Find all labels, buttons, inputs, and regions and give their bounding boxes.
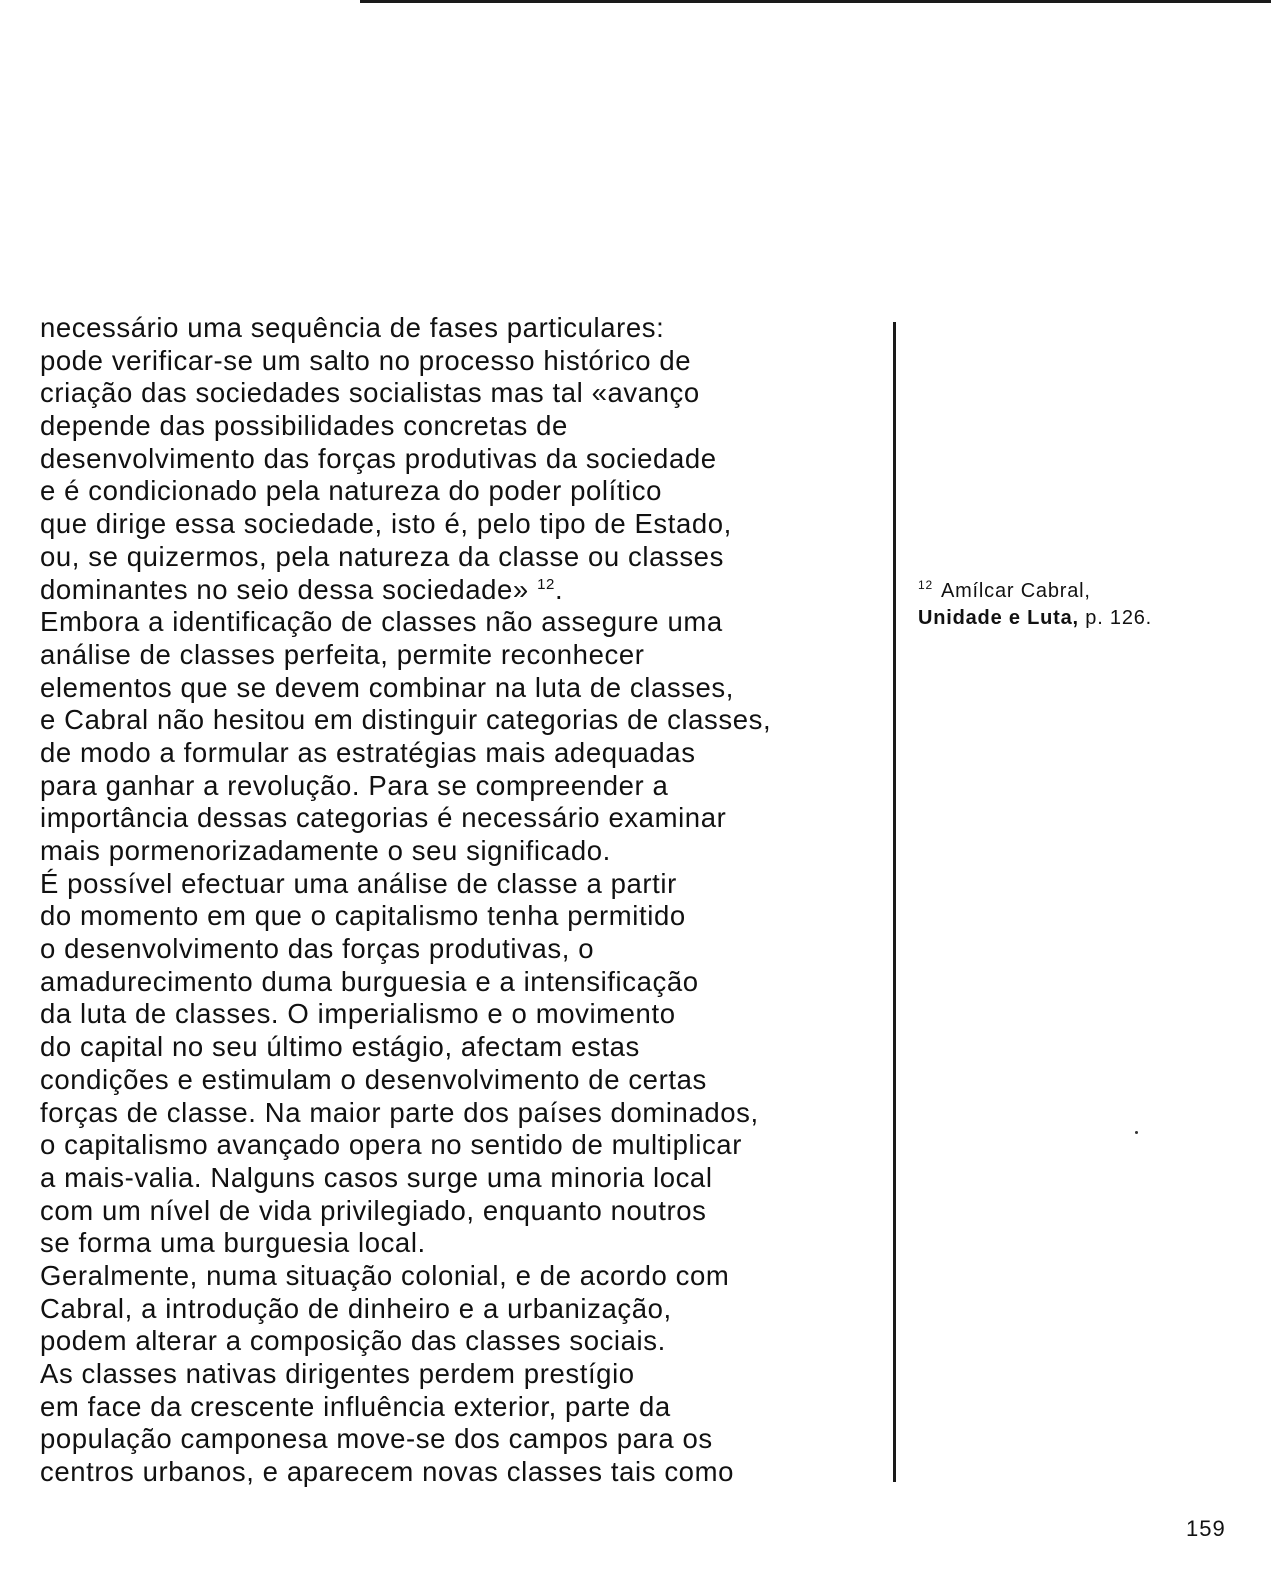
text-line: criação das sociedades socialistas mas tal «avanço <box>40 377 700 409</box>
text-line: para ganhar a revolução. Para se compreender a <box>40 769 669 801</box>
footnote-number: 12 <box>918 578 933 592</box>
text-line: do momento em que o capitalismo tenha permitido <box>40 900 686 932</box>
text-line: elementos que se devem combinar na luta de classes, <box>40 671 735 703</box>
text-line: condições e estimulam o desenvolvimento de certas <box>40 1063 707 1095</box>
footnote-author: Amílcar Cabral, <box>940 580 1091 602</box>
text-line: do capital no seu último estágio, afectam estas <box>40 1031 640 1063</box>
scan-speck <box>1135 1131 1138 1134</box>
text-line: forças de classe. Na maior parte dos países dominados, <box>40 1096 759 1128</box>
footnote-page: p. 126. <box>1085 607 1153 629</box>
footnote-reference: 12 <box>537 575 555 593</box>
text-line: É possível efectuar uma análise de classe a partir <box>40 867 677 899</box>
text-line: importância dessas categorias é necessário examinar <box>40 802 727 834</box>
text-line: amadurecimento duma burguesia e a intensificação <box>40 965 699 997</box>
footnote-title: Unidade e Luta, <box>918 607 1079 629</box>
text-line: a mais-valia. Nalguns casos surge uma minoria local <box>40 1161 713 1193</box>
text-line: centros urbanos, e aparecem novas classes tais como <box>40 1456 734 1488</box>
footnote-line-2 <box>918 605 1258 632</box>
margin-rule <box>893 322 896 1482</box>
text-line: pode verificar-se um salto no processo histórico de <box>40 344 692 376</box>
body-text <box>40 312 890 1489</box>
footnote <box>918 578 1258 632</box>
text-line: mais pormenorizadamente o seu significado. <box>40 835 611 866</box>
text-line: desenvolvimento das forças produtivas da sociedade <box>40 442 717 474</box>
text-line: e Cabral não hesitou em distinguir categorias de classes, <box>40 704 772 736</box>
text-line: As classes nativas dirigentes perdem prestígio <box>40 1358 635 1389</box>
text-line: que dirige essa sociedade, isto é, pelo tipo de Estado, <box>40 508 732 540</box>
text-line: Cabral, a introdução de dinheiro e a urbanização, <box>40 1292 672 1324</box>
text-line: necessário uma sequência de fases particulares: <box>40 312 665 343</box>
text-line: com um nível de vida privilegiado, enquanto noutros <box>40 1194 707 1226</box>
text-line: podem alterar a composição das classes sociais. <box>40 1325 666 1357</box>
text-line: Geralmente, numa situação colonial, e de acordo com <box>40 1259 730 1291</box>
text-line: o capitalismo avançado opera no sentido de multiplicar <box>40 1129 742 1161</box>
text-line: de modo a formular as estratégias mais adequadas <box>40 736 696 768</box>
text-line: dominantes no seio dessa sociedade» <box>40 573 529 605</box>
text-line: depende das possibilidades concretas de <box>40 410 568 442</box>
text-line-with-footnote <box>40 574 890 607</box>
page-number: 159 <box>1186 1516 1226 1541</box>
text-line: em face da crescente influência exterior, parte da <box>40 1390 671 1422</box>
text-line: se forma uma burguesia local. <box>40 1227 426 1259</box>
text-line: o desenvolvimento das forças produtivas, o <box>40 933 595 965</box>
text-line: análise de classes perfeita, permite reconhecer <box>40 638 645 670</box>
text-line: e é condicionado pela natureza do poder político <box>40 475 663 507</box>
top-rule <box>360 0 1271 3</box>
footnote-line-1 <box>918 578 1258 605</box>
text-line: da luta de classes. O imperialismo e o movimento <box>40 998 676 1030</box>
text-line: população camponesa move-se dos campos para os <box>40 1423 713 1455</box>
footnote-reference-trail: . <box>554 573 564 605</box>
text-line: Embora a identificação de classes não assegure uma <box>40 606 723 638</box>
text-line: ou, se quizermos, pela natureza da classe ou classes <box>40 540 724 572</box>
